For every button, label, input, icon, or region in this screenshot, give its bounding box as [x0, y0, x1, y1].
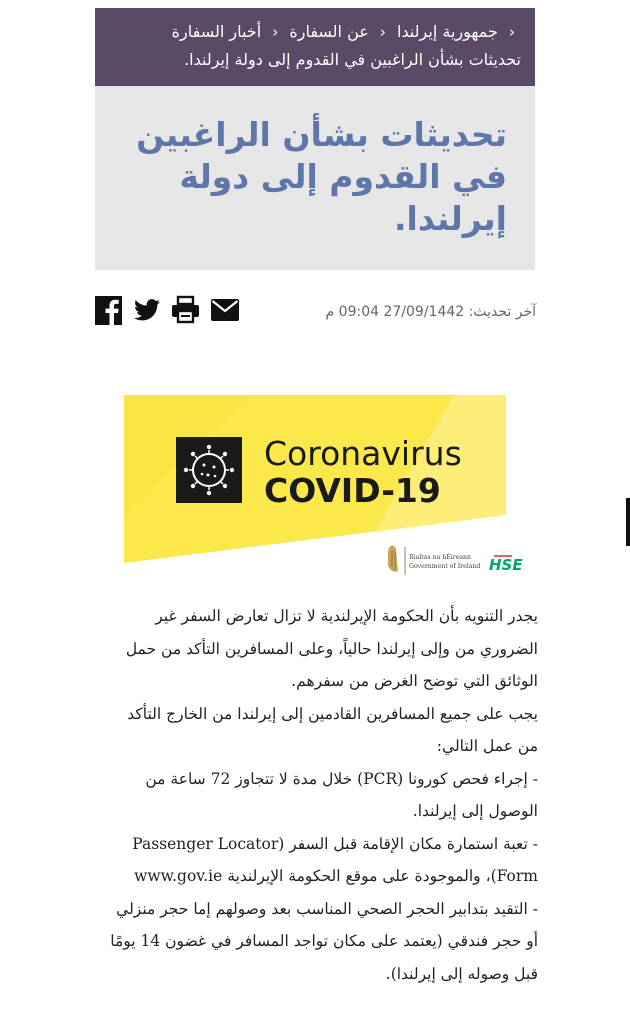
facebook-icon[interactable]	[95, 296, 122, 329]
gov-irish-text: Rialtas na hÉireann	[409, 554, 472, 561]
hse-logo	[489, 556, 523, 574]
breadcrumb-separator-icon: ‹	[509, 23, 515, 41]
last-updated-value: 27/09/1442 09:04 م	[325, 304, 465, 320]
breadcrumb-current: تحديثات بشأن الراغبين في القدوم إلى دولة إيرلندا.	[184, 50, 521, 69]
last-updated-label: آخر تحديث:	[468, 304, 536, 320]
breadcrumb	[95, 8, 535, 86]
article-paragraph: - إجراء فحص كورونا (PCR) خلال مدة لا تتجاوز 72 ساعة من الوصول إلى إيرلندا.	[145, 769, 538, 820]
article-paragraph: يجدر التنويه بأن الحكومة الإيرلندية لا تزال تعارض السفر غير الضروري من وإلى إيرلندا حالياً، وعلى المسافرين التأكد من حمل الوثائق التي توضح الغرض من سفرهم.	[125, 607, 538, 690]
svg-text:HSE: HSE	[489, 556, 523, 574]
last-updated	[326, 304, 536, 320]
breadcrumb-links	[109, 18, 521, 46]
gov-english-text: Government of Ireland	[409, 563, 481, 570]
covid-19-banner	[124, 395, 523, 585]
article-paragraph: - تعبة استمارة مكان الإقامة قبل السفر (Passenger Locator Form)، والموجودة على موقع الحكومة الإيرلندية www.gov.ie	[132, 834, 538, 885]
email-icon[interactable]	[211, 299, 239, 325]
breadcrumb-item-ireland[interactable]: جمهورية إيرلندا	[397, 22, 498, 41]
title-box	[95, 86, 535, 270]
banner-line1: Coronavirus	[264, 434, 462, 473]
article-body	[105, 600, 538, 990]
breadcrumb-separator-icon: ‹	[379, 23, 386, 41]
article-paragraph: - التقيد بتدابير الحجر الصحي المناسب بعد وصولهم إما حجر منزلي أو حجر فندقي (يعتمد على مكان تواجد المسافر في غضون 14 يومًا قبل وصوله إلى إيرلندا).	[110, 899, 538, 983]
breadcrumb-item-about-embassy[interactable]: عن السفارة	[289, 22, 369, 41]
breadcrumb-item-embassy-news[interactable]: أخبار السفارة	[171, 22, 262, 41]
breadcrumb-separator-icon: ‹	[272, 23, 279, 41]
scroll-edge-mark	[626, 498, 630, 546]
page-title: تحديثات بشأن الراغبين في القدوم إلى دولة إيرلندا.	[136, 115, 507, 238]
article-paragraph: يجب على جميع المسافرين القادمين إلى إيرلندا من الخارج التأكد من عمل التالي:	[127, 704, 538, 755]
meta-row	[95, 296, 536, 328]
twitter-icon[interactable]	[134, 299, 160, 325]
print-icon[interactable]	[172, 297, 199, 327]
share-icons	[95, 296, 251, 328]
virus-icon	[176, 437, 242, 503]
banner-line2: COVID-19	[264, 471, 441, 510]
